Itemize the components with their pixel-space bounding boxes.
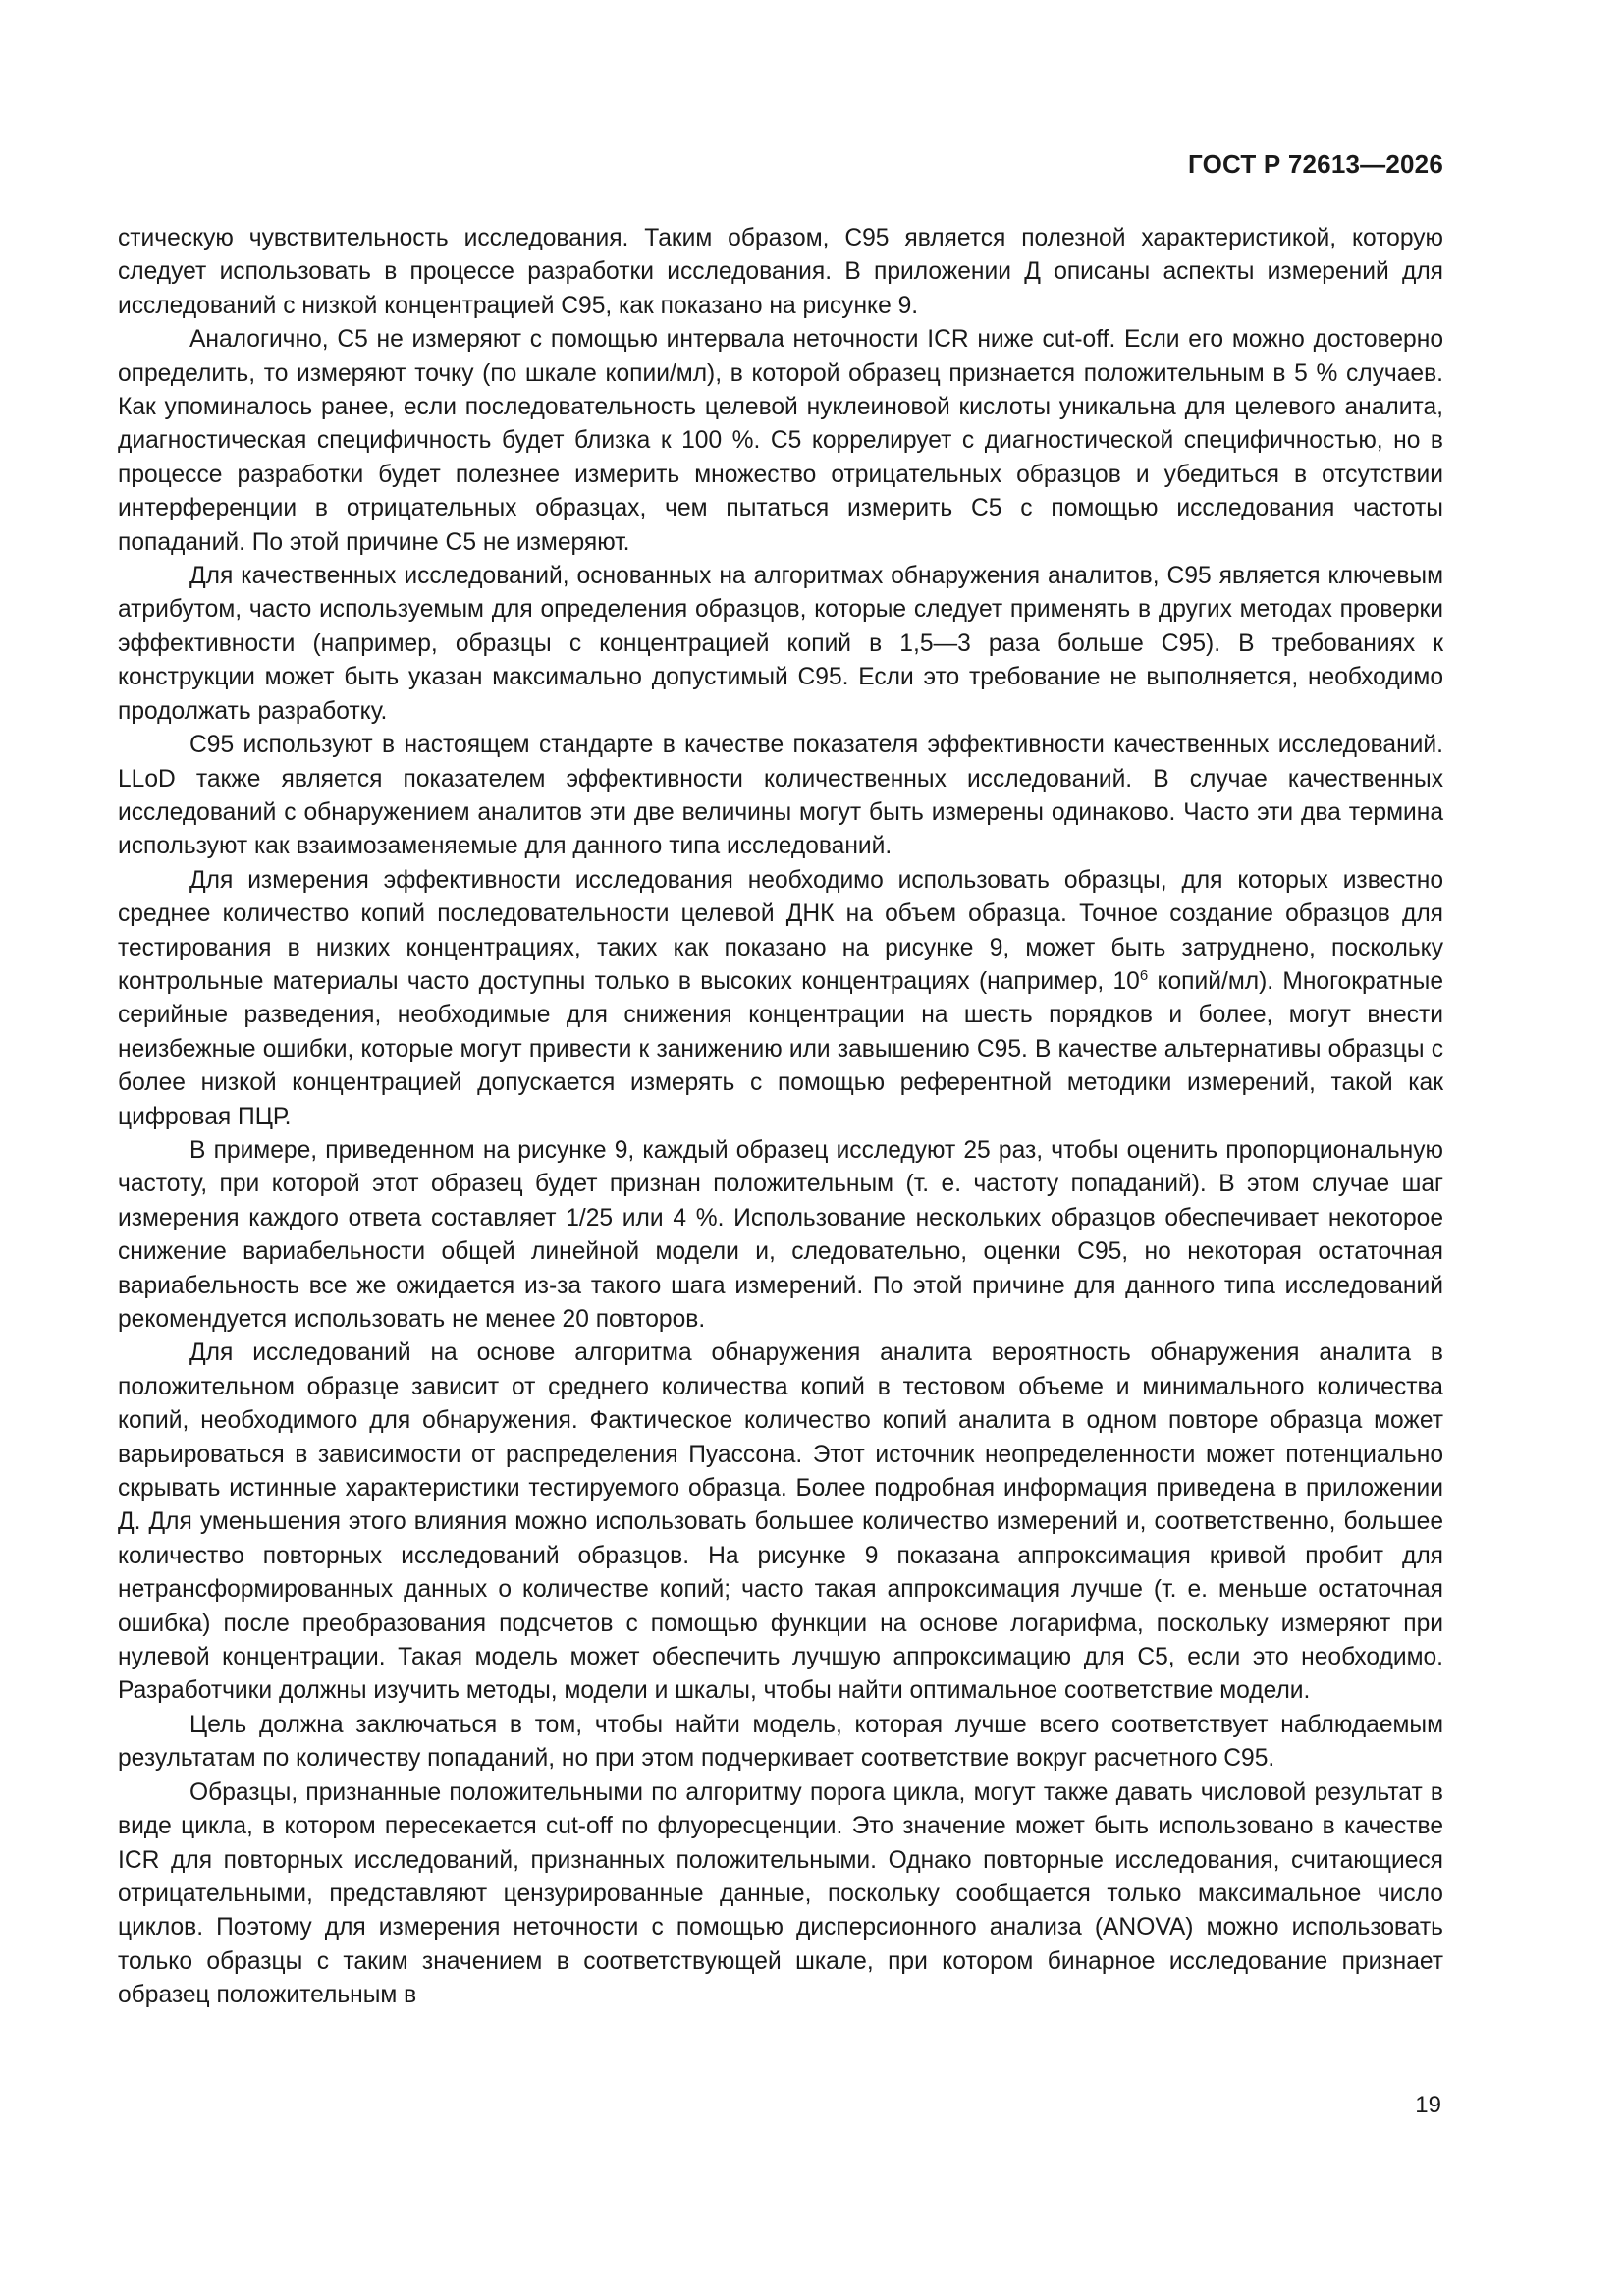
- paragraph: Для качественных исследований, основанных на алгоритмах обнаружения аналитов, C95 является ключевым атрибутом, часто используемым для определения образцов, которые следует применять в других методах проверки эффективности (например, образцы с концентрацией копий в 1,5—3 раза больше C95). В требованиях к конструкции может быть указан максимально допустимый C95. Если это требование не выполняется, необходимо продолжать разработку.: [118, 563, 1443, 725]
- page-number: 19: [1415, 2092, 1441, 2118]
- document-header: ГОСТ Р 72613—2026: [1188, 149, 1443, 179]
- paragraph: Образцы, признанные положительными по алгоритму порога цикла, могут также давать числовой результат в виде цикла, в котором пересекается cut-off по флуоресценции. Это значение может быть использовано в качестве ICR для повторных исследований, признанных положительными. Однако повторные исследования, считающиеся отрицательными, представляют цензурированные данные, поскольку сообщается только максимальное число циклов. Поэтому для измерения неточности с помощью дисперсионного анализа (ANOVA) можно использовать только образцы с таким значением в соответствующей шкале, при котором бинарное исследование признает образец положительным в: [118, 1778, 1443, 2009]
- paragraph: стическую чувствительность исследования. Таким образом, C95 является полезной характеристикой, которую следует использовать в процессе разработки исследования. В приложении Д описаны аспекты измерений для исследований с низкой концентрацией C95, как показано на рисунке 9.: [118, 225, 1443, 319]
- paragraph: Цель должна заключаться в том, чтобы найти модель, которая лучше всего соответствует наблюдаемым результатам по количеству попаданий, но при этом подчеркивает соответствие вокруг расчетного C95.: [118, 1711, 1443, 1773]
- paragraph: [118, 864, 1443, 1134]
- paragraph: В примере, приведенном на рисунке 9, каждый образец исследуют 25 раз, чтобы оценить пропорциональную частоту, при которой этот образец будет признан положительным (т. е. частоту попаданий). В этом случае шаг измерения каждого ответа составляет 1/25 или 4 %. Использование нескольких образцов обеспечивает некоторое снижение вариабельности общей линейной модели и, следовательно, оценки C95, но некоторая остаточная вариабельность все же ожидается из-за такого шага измерений. По этой причине для данного типа исследований рекомендуется использовать не менее 20 повторов.: [118, 1136, 1443, 1333]
- paragraph-text: копий/мл). Многократные серийные разведения, необходимые для снижения концентрации на шесть порядков и более, могут внести неизбежные ошибки, которые могут привести к занижению или завышению C95. В качестве альтернативы образцы с более низкой концентрацией допускается измерять с помощью референтной методики измерений, такой как цифровая ПЦР.: [118, 967, 1443, 1130]
- paragraph: C95 используют в настоящем стандарте в качестве показателя эффективности качественных исследований. LLoD также является показателем эффективности количественных исследований. В случае качественных исследований с обнаружением аналитов эти две величины могут быть измерены одинаково. Часто эти два термина используют как взаимозаменяемые для данного типа исследований.: [118, 732, 1443, 860]
- paragraph: Для исследований на основе алгоритма обнаружения аналита вероятность обнаружения аналита в положительном образце зависит от среднего количества копий в тестовом объеме и минимального количества копий, необходимого для обнаружения. Фактическое количество копий аналита в одном повторе образца может варьироваться в зависимости от распределения Пуассона. Этот источник неопределенности может потенциально скрывать истинные характеристики тестируемого образца. Более подробная информация приведена в приложении Д. Для уменьшения этого влияния можно использовать большее количество измерений и, соответственно, большее количество повторных исследований образцов. На рисунке 9 показана аппроксимация кривой пробит для нетрансформированных данных о количестве копий; часто такая аппроксимация лучше (т. е. меньше остаточная ошибка) после преобразования подсчетов с помощью функции на основе логарифма, поскольку измеряют при нулевой концентрации. Такая модель может обеспечить лучшую аппроксимацию для C5, если это необходимо. Разработчики должны изучить методы, модели и шкалы, чтобы найти оптимальное соответствие модели.: [118, 1339, 1443, 1705]
- paragraph: Аналогично, C5 не измеряют с помощью интервала неточности ICR ниже cut-off. Если его можно достоверно определить, то измеряют точку (по шкале копии/мл), в которой образец признается положительным в 5 % случаев. Как упоминалось ранее, если последовательность целевой нуклеиновой кислоты уникальна для целевого аналита, диагностическая специфичность будет близка к 100 %. C5 коррелирует с диагностической специфичностью, но в процессе разработки будет полезнее измерить множество отрицательных образцов и убедиться в отсутствии интерференции в отрицательных образцах, чем пытаться измерить C5 с помощью исследования частоты попаданий. По этой причине C5 не измеряют.: [118, 326, 1443, 556]
- paragraph-text: Для измерения эффективности исследования необходимо использовать образцы, для которых известно среднее количество копий последовательности целевой ДНК на объем образца. Точное создание образцов для тестирования в низких концентрациях, таких как показано на рисунке 9, может быть затруднено, поскольку контрольные материалы часто доступны только в высоких концентрациях (например, 10: [118, 866, 1443, 995]
- document-body: [118, 222, 1443, 2013]
- superscript-exponent: 6: [1139, 966, 1149, 984]
